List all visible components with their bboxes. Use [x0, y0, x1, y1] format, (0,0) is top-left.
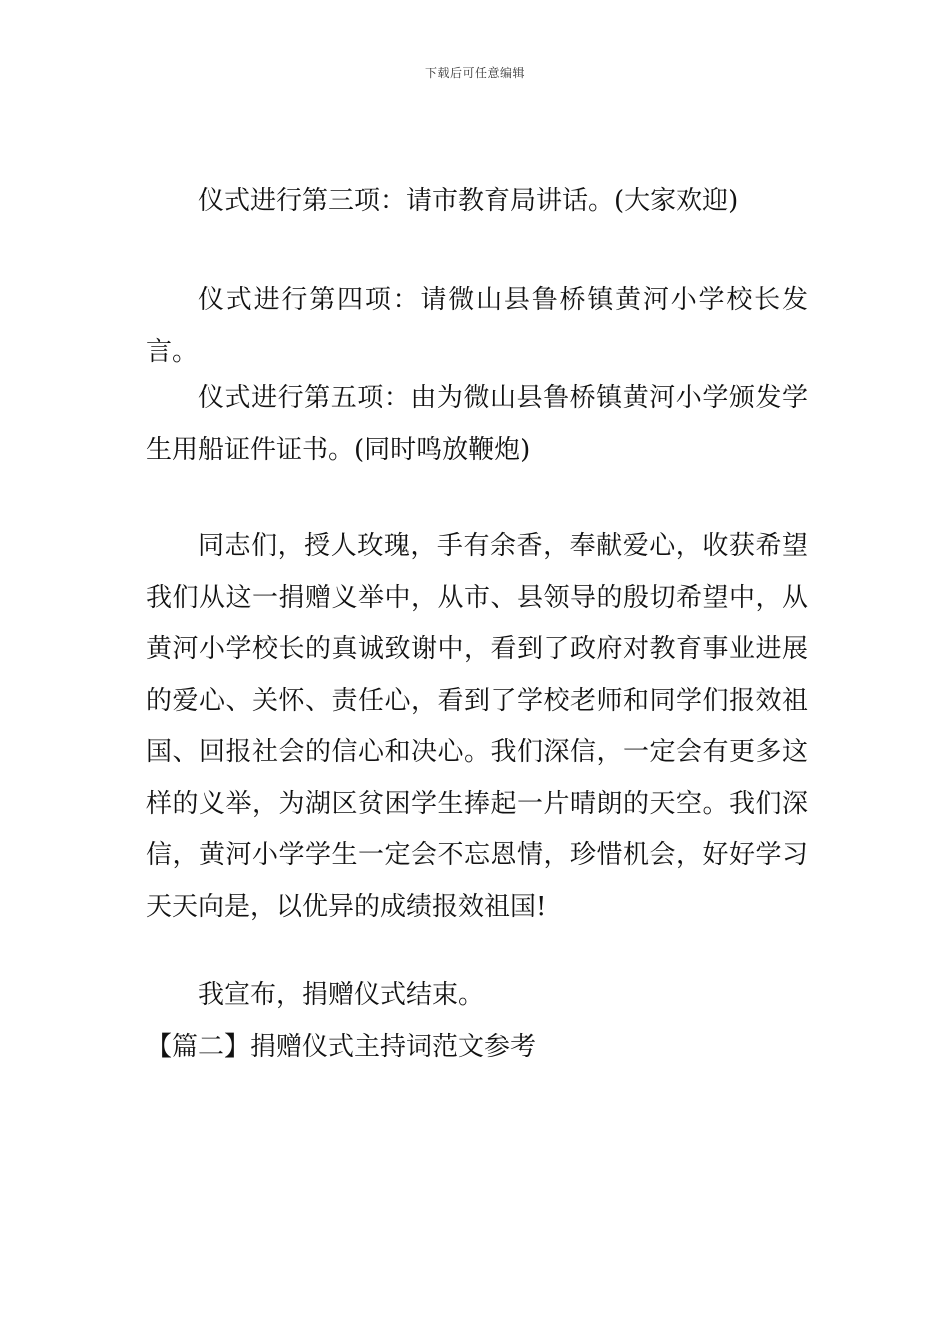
ceremony-item-5	[146, 373, 808, 476]
ceremony-item-4	[146, 275, 808, 378]
ceremony-item-5-text: 仪式进行第五项：由为微山县鲁桥镇黄河小学颁发学生用船证件证书。(同时鸣放鞭炮)	[146, 383, 808, 465]
closing-statement-text: 我宣布，捐赠仪式结束。	[198, 980, 485, 1010]
section-title	[146, 1022, 808, 1074]
closing-statement	[146, 970, 808, 1022]
page-header-note: 下载后可任意编辑	[424, 66, 525, 80]
ceremony-item-3-text: 仪式进行第三项：请市教育局讲话。(大家欢迎)	[198, 186, 739, 216]
speech-paragraph-text: 同志们，授人玫瑰，手有余香，奉献爱心，收获希望我们从这一捐赠义举中，从市、县领导的殷切希望中，从黄河小学校长的真诚致谢中，看到了政府对教育事业进展的爱心、关怀、责任心，看到了学校老师和同学们报效祖国、回报社会的信心和决心。我们深信，一定会有更多这样的义举，为湖区贫困学生捧起一片晴朗的天空。我们深信，黄河小学学生一定会不忘恩情，珍惜机会，好好学习天天向是，以优异的成绩报效祖国!	[146, 531, 808, 922]
ceremony-item-3	[146, 176, 808, 228]
section-title-text: 【篇二】捐赠仪式主持词范文参考	[146, 1032, 537, 1062]
ceremony-item-4-text: 仪式进行第四项：请微山县鲁桥镇黄河小学校长发言。	[146, 285, 808, 367]
speech-paragraph	[146, 521, 808, 933]
